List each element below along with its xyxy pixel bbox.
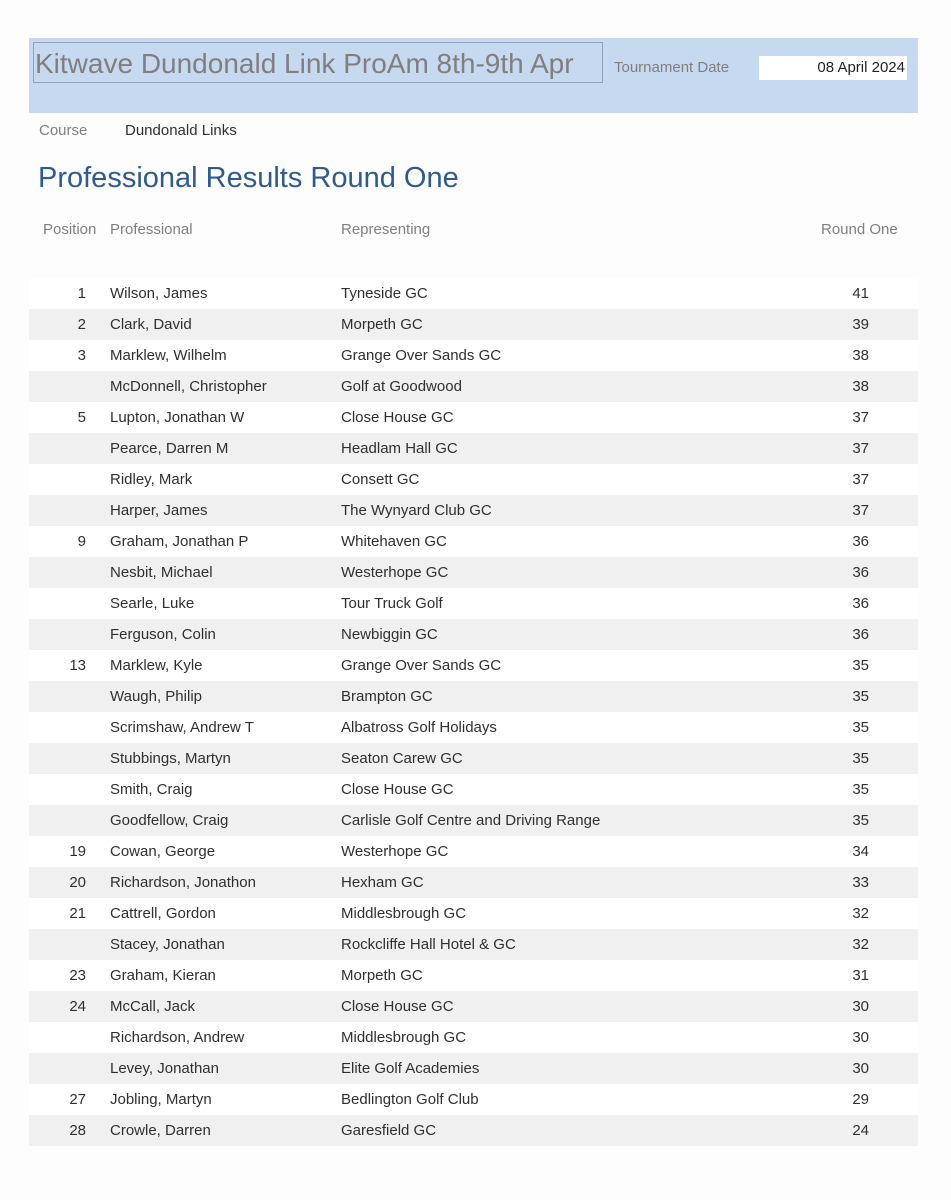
course-value: Dundonald Links <box>125 122 237 139</box>
round-one-score-cell: 37 <box>852 440 869 457</box>
professional-cell: Clark, David <box>110 316 192 333</box>
position-cell: 27 <box>69 1091 86 1108</box>
position-cell: 23 <box>69 967 86 984</box>
round-one-score-cell: 30 <box>852 1029 869 1046</box>
round-one-score-cell: 35 <box>852 750 869 767</box>
table-row <box>29 278 918 309</box>
table-row <box>29 309 918 340</box>
table-row <box>29 557 918 588</box>
professional-cell: Richardson, Andrew <box>110 1029 245 1046</box>
round-one-score-cell: 34 <box>852 843 869 860</box>
professional-cell: Cattrell, Gordon <box>110 905 216 922</box>
representing-cell: Morpeth GC <box>341 316 423 333</box>
representing-cell: Grange Over Sands GC <box>341 657 502 674</box>
position-cell: 1 <box>77 285 86 302</box>
professional-cell: Searle, Luke <box>110 595 195 612</box>
table-row <box>29 340 918 371</box>
professional-cell: Waugh, Philip <box>110 688 202 705</box>
column-header-round-one: Round One <box>821 221 898 238</box>
professional-cell: Harper, James <box>110 502 208 519</box>
position-cell: 28 <box>69 1122 86 1139</box>
position-cell: 19 <box>69 843 86 860</box>
position-cell: 21 <box>69 905 86 922</box>
professional-cell: Graham, Jonathan P <box>110 533 249 550</box>
round-one-score-cell: 30 <box>852 1060 869 1077</box>
column-header-representing: Representing <box>341 221 431 238</box>
column-header-position: Position <box>43 221 97 238</box>
round-one-score-cell: 36 <box>852 564 869 581</box>
professional-cell: Stubbings, Martyn <box>110 750 231 767</box>
professional-cell: Wilson, James <box>110 285 208 302</box>
professional-cell: Marklew, Wilhelm <box>110 347 227 364</box>
professional-cell: Levey, Jonathan <box>110 1060 219 1077</box>
representing-cell: Tyneside GC <box>341 285 428 302</box>
position-cell: 13 <box>69 657 86 674</box>
representing-cell: Garesfield GC <box>341 1122 437 1139</box>
round-one-score-cell: 29 <box>852 1091 869 1108</box>
round-one-score-cell: 38 <box>852 378 869 395</box>
professional-cell: Nesbit, Michael <box>110 564 213 581</box>
table-row <box>29 526 918 557</box>
results-table <box>29 278 918 1146</box>
round-one-score-cell: 38 <box>852 347 869 364</box>
table-row <box>29 650 918 681</box>
course-label: Course <box>39 122 88 139</box>
table-row <box>29 929 918 960</box>
round-one-score-cell: 35 <box>852 688 869 705</box>
representing-cell: Morpeth GC <box>341 967 423 984</box>
position-cell: 5 <box>77 409 86 426</box>
table-row <box>29 836 918 867</box>
professional-cell: Goodfellow, Craig <box>110 812 229 829</box>
representing-cell: Bedlington Golf Club <box>341 1091 479 1108</box>
representing-cell: Close House GC <box>341 781 454 798</box>
representing-cell: Brampton GC <box>341 688 433 705</box>
table-row <box>29 464 918 495</box>
round-one-score-cell: 41 <box>852 285 869 302</box>
table-row <box>29 588 918 619</box>
representing-cell: Grange Over Sands GC <box>341 347 502 364</box>
position-cell: 24 <box>69 998 86 1015</box>
round-one-score-cell: 24 <box>852 1122 869 1139</box>
representing-cell: The Wynyard Club GC <box>341 502 492 519</box>
professional-cell: Jobling, Martyn <box>110 1091 212 1108</box>
round-one-score-cell: 36 <box>852 533 869 550</box>
representing-cell: Elite Golf Academies <box>341 1060 480 1077</box>
table-row <box>29 743 918 774</box>
representing-cell: Hexham GC <box>341 874 424 891</box>
report-header <box>29 38 918 113</box>
round-one-score-cell: 35 <box>852 719 869 736</box>
table-row <box>29 402 918 433</box>
tournament-title: Kitwave Dundonald Link ProAm 8th-9th Apr <box>33 42 603 83</box>
table-row <box>29 495 918 526</box>
table-row <box>29 619 918 650</box>
tournament-date-value: 08 April 2024 <box>759 56 907 80</box>
representing-cell: Carlisle Golf Centre and Driving Range <box>341 812 601 829</box>
representing-cell: Close House GC <box>341 409 454 426</box>
position-cell: 9 <box>77 533 86 550</box>
round-one-score-cell: 32 <box>852 936 869 953</box>
table-row <box>29 960 918 991</box>
round-one-score-cell: 36 <box>852 626 869 643</box>
table-row <box>29 433 918 464</box>
table-row <box>29 1053 918 1084</box>
professional-cell: Lupton, Jonathan W <box>110 409 245 426</box>
representing-cell: Golf at Goodwood <box>341 378 462 395</box>
professional-cell: McCall, Jack <box>110 998 196 1015</box>
representing-cell: Albatross Golf Holidays <box>341 719 497 736</box>
professional-cell: Smith, Craig <box>110 781 193 798</box>
table-row <box>29 1115 918 1146</box>
table-row <box>29 1084 918 1115</box>
round-one-score-cell: 35 <box>852 657 869 674</box>
professional-cell: Cowan, George <box>110 843 216 860</box>
representing-cell: Newbiggin GC <box>341 626 438 643</box>
position-cell: 3 <box>77 347 86 364</box>
round-one-score-cell: 30 <box>852 998 869 1015</box>
round-one-score-cell: 37 <box>852 471 869 488</box>
professional-cell: Scrimshaw, Andrew T <box>110 719 254 736</box>
professional-cell: Ferguson, Colin <box>110 626 216 643</box>
professional-cell: McDonnell, Christopher <box>110 378 267 395</box>
professional-cell: Marklew, Kyle <box>110 657 203 674</box>
round-one-score-cell: 39 <box>852 316 869 333</box>
round-one-score-cell: 33 <box>852 874 869 891</box>
representing-cell: Headlam Hall GC <box>341 440 458 457</box>
representing-cell: Westerhope GC <box>341 564 449 581</box>
table-row <box>29 1022 918 1053</box>
representing-cell: Seaton Carew GC <box>341 750 463 767</box>
representing-cell: Close House GC <box>341 998 454 1015</box>
professional-cell: Ridley, Mark <box>110 471 193 488</box>
representing-cell: Tour Truck Golf <box>341 595 443 612</box>
round-one-score-cell: 31 <box>852 967 869 984</box>
table-row <box>29 991 918 1022</box>
round-one-score-cell: 36 <box>852 595 869 612</box>
tournament-date-label: Tournament Date <box>614 59 730 76</box>
table-row <box>29 867 918 898</box>
professional-cell: Crowle, Darren <box>110 1122 211 1139</box>
table-row <box>29 712 918 743</box>
position-cell: 2 <box>77 316 86 333</box>
representing-cell: Consett GC <box>341 471 420 488</box>
position-cell: 20 <box>69 874 86 891</box>
representing-cell: Westerhope GC <box>341 843 449 860</box>
professional-cell: Stacey, Jonathan <box>110 936 225 953</box>
table-row <box>29 371 918 402</box>
round-one-score-cell: 37 <box>852 409 869 426</box>
round-one-score-cell: 37 <box>852 502 869 519</box>
round-one-score-cell: 32 <box>852 905 869 922</box>
table-row <box>29 898 918 929</box>
report-title: Professional Results Round One <box>38 162 459 194</box>
representing-cell: Rockcliffe Hall Hotel & GC <box>341 936 516 953</box>
column-header-professional: Professional <box>110 221 193 238</box>
professional-cell: Pearce, Darren M <box>110 440 229 457</box>
representing-cell: Middlesbrough GC <box>341 1029 467 1046</box>
professional-cell: Graham, Kieran <box>110 967 216 984</box>
representing-cell: Whitehaven GC <box>341 533 447 550</box>
table-row <box>29 774 918 805</box>
representing-cell: Middlesbrough GC <box>341 905 467 922</box>
professional-cell: Richardson, Jonathon <box>110 874 256 891</box>
round-one-score-cell: 35 <box>852 781 869 798</box>
table-row <box>29 805 918 836</box>
table-row <box>29 681 918 712</box>
round-one-score-cell: 35 <box>852 812 869 829</box>
